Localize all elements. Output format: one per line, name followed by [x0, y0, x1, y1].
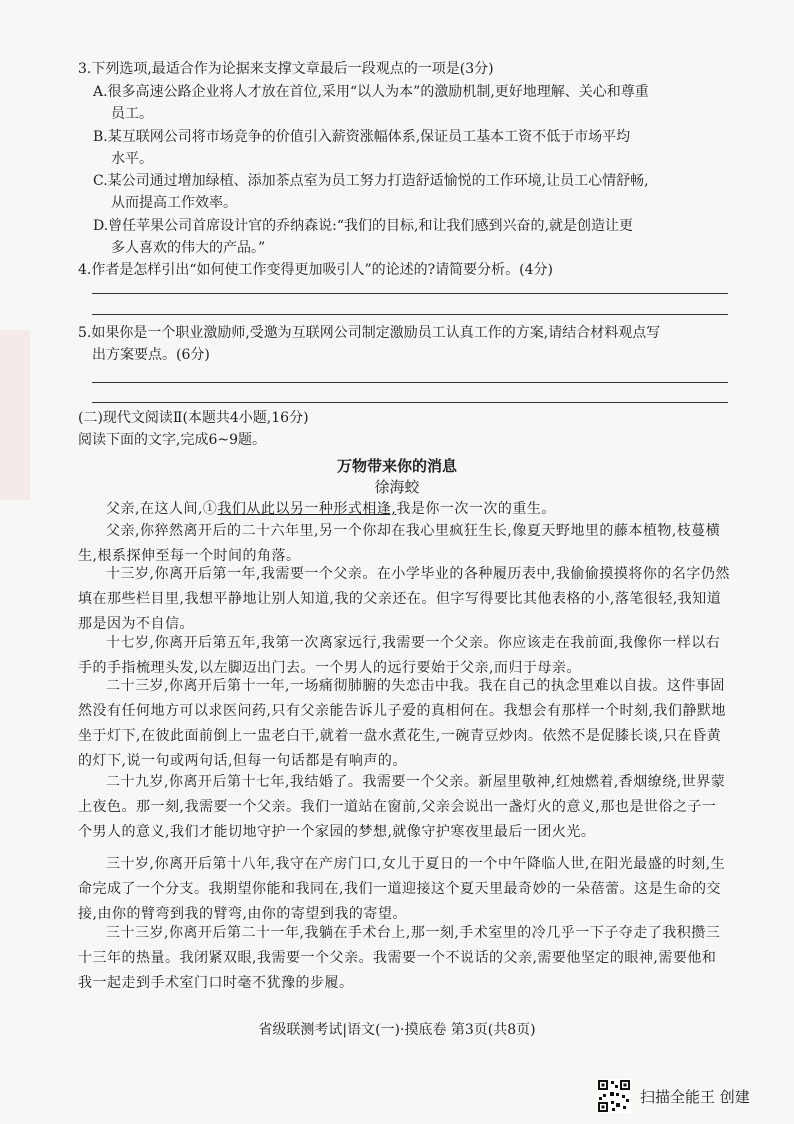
article-paragraph: 二十九岁,你离开后第十七年,我结婚了。我需要一个父亲。新屋里敬神,红烛燃着,香烟缭绕,世界蒙上夜色。那一刻,我需要一个父亲。我们一道站在窗前,父亲会说出一盏灯火的意义,那也是世俗之子一个男人的意义,我们才能切地守护一个家园的梦想,就像守护寒夜里最后一团火光。 — [78, 774, 726, 840]
answer-line — [92, 402, 728, 403]
scanner-watermark: 扫描全能王 创建 — [640, 1088, 750, 1106]
question-3-stem: 3.下列选项,最适合作为论据来支撑文章最后一段观点的一项是(3分) — [78, 61, 494, 77]
question-3-option-b: B.某互联网公司将市场竞争的价值引入薪资涨幅体系,保证员工基本工资不低于市场平均 水平。 — [93, 129, 631, 167]
underlined-sentence: 我们从此以另一种形式相逢, — [217, 501, 397, 517]
article-paragraph: 三十岁,你离开后第十八年,我守在产房门口,女儿于夏日的一个中午降临人世,在阳光最盛的时刻,生命完成了一个分支。我期望你能和我同在,我们一道迎接这个夏天里最奇妙的一朵蓓蕾。这是生命的交接,由你的臂弯到我的臂弯,由你的寄望到我的寄望。 — [78, 856, 726, 922]
article-title: 万物带来你的消息 — [336, 457, 457, 475]
answer-line — [92, 293, 728, 294]
article-paragraph-1: 父亲,在这人间,①我们从此以另一种形式相逢,我是你一次一次的重生。 — [106, 501, 556, 517]
page-footer: 省级联测考试|语文(一)·摸底卷 第3页(共8页) — [258, 1022, 536, 1038]
section-instruction: 阅读下面的文字,完成6~9题。 — [78, 432, 266, 448]
article-paragraph: 三十三岁,你离开后第二十一年,我躺在手术台上,那一刻,手术室里的冷几乎一下子夺走了我积攒三十三年的热量。我闭紧双眼,我需要一个父亲。我需要一个不说话的父亲,需要他坚定的眼神,需要他和我一起走到手术室门口时毫不犹豫的步履。 — [78, 925, 721, 991]
question-3-option-d: D.曾任苹果公司首席设计官的乔纳森说:“我们的目标,和让我们感到兴奋的,就是创造让更 多人喜欢的伟大的产品。” — [93, 218, 633, 256]
underlined-sentence-marker: ① — [202, 501, 218, 517]
question-4-stem: 4.作者是怎样引出“如何使工作变得更加吸引人”的论述的?请简要分析。(4分) — [78, 262, 554, 278]
qr-code-icon — [597, 1079, 631, 1113]
article-paragraph: 二十三岁,你离开后第十一年,一场痛彻肺腑的失恋击中我。我在自己的执念里难以自拔。这件事固然没有任何地方可以求医问药,只有父亲能告诉儿子爱的真相何在。我想会有那样一个时刻,我们静默地坐于灯下,在彼此面前倒上一盅老白干,就着一盘水煮花生,一碗青豆炒肉。依然不是促膝长谈,只在昏黄的灯下,说一句或两句话,但每一句话都是有响声的。 — [78, 678, 726, 769]
article-paragraph: 父亲,你猝然离开后的二十六年里,另一个你却在我心里疯狂生长,像夏天野地里的藤本植物,枝蔓横生,根系探伸至每一个时间的角落。 — [78, 523, 721, 564]
section-heading: (二)现代文阅读Ⅱ(本题共4小题,16分) — [78, 410, 309, 426]
article-paragraph: 十三岁,你离开后第一年,我需要一个父亲。在小学毕业的各种履历表中,我偷偷摸摸将你的名字仍然填在那些栏目里,我想平静地让别人知道,我的父亲还在。但字写得要比其他表格的小,落笔很轻,我知道那是因为不自信。 — [78, 566, 730, 632]
article-author: 徐海蛟 — [374, 478, 420, 496]
question-3-option-c: C.某公司通过增加绿植、添加茶点室为员工努力打造舒适愉悦的工作环境,让员工心情舒畅, 从而提高工作效率。 — [93, 173, 649, 211]
question-5-stem: 5.如果你是一个职业激励师,受邀为互联网公司制定激励员工认真工作的方案,请结合材料观点写 出方案要点。(6分) — [78, 325, 661, 363]
question-3-option-a: A.很多高速公路企业将人才放在首位,采用“以人为本”的激励机制,更好地理解、关心和尊重 员工。 — [93, 84, 649, 122]
answer-line — [92, 314, 728, 315]
answer-line — [92, 382, 728, 383]
article-paragraph: 十七岁,你离开后第五年,我第一次离家远行,我需要一个父亲。你应该走在我前面,我像你一样以右手的手指梳理头发,以左脚迈出门去。一个男人的远行要始于父亲,而归于母亲。 — [78, 635, 721, 676]
